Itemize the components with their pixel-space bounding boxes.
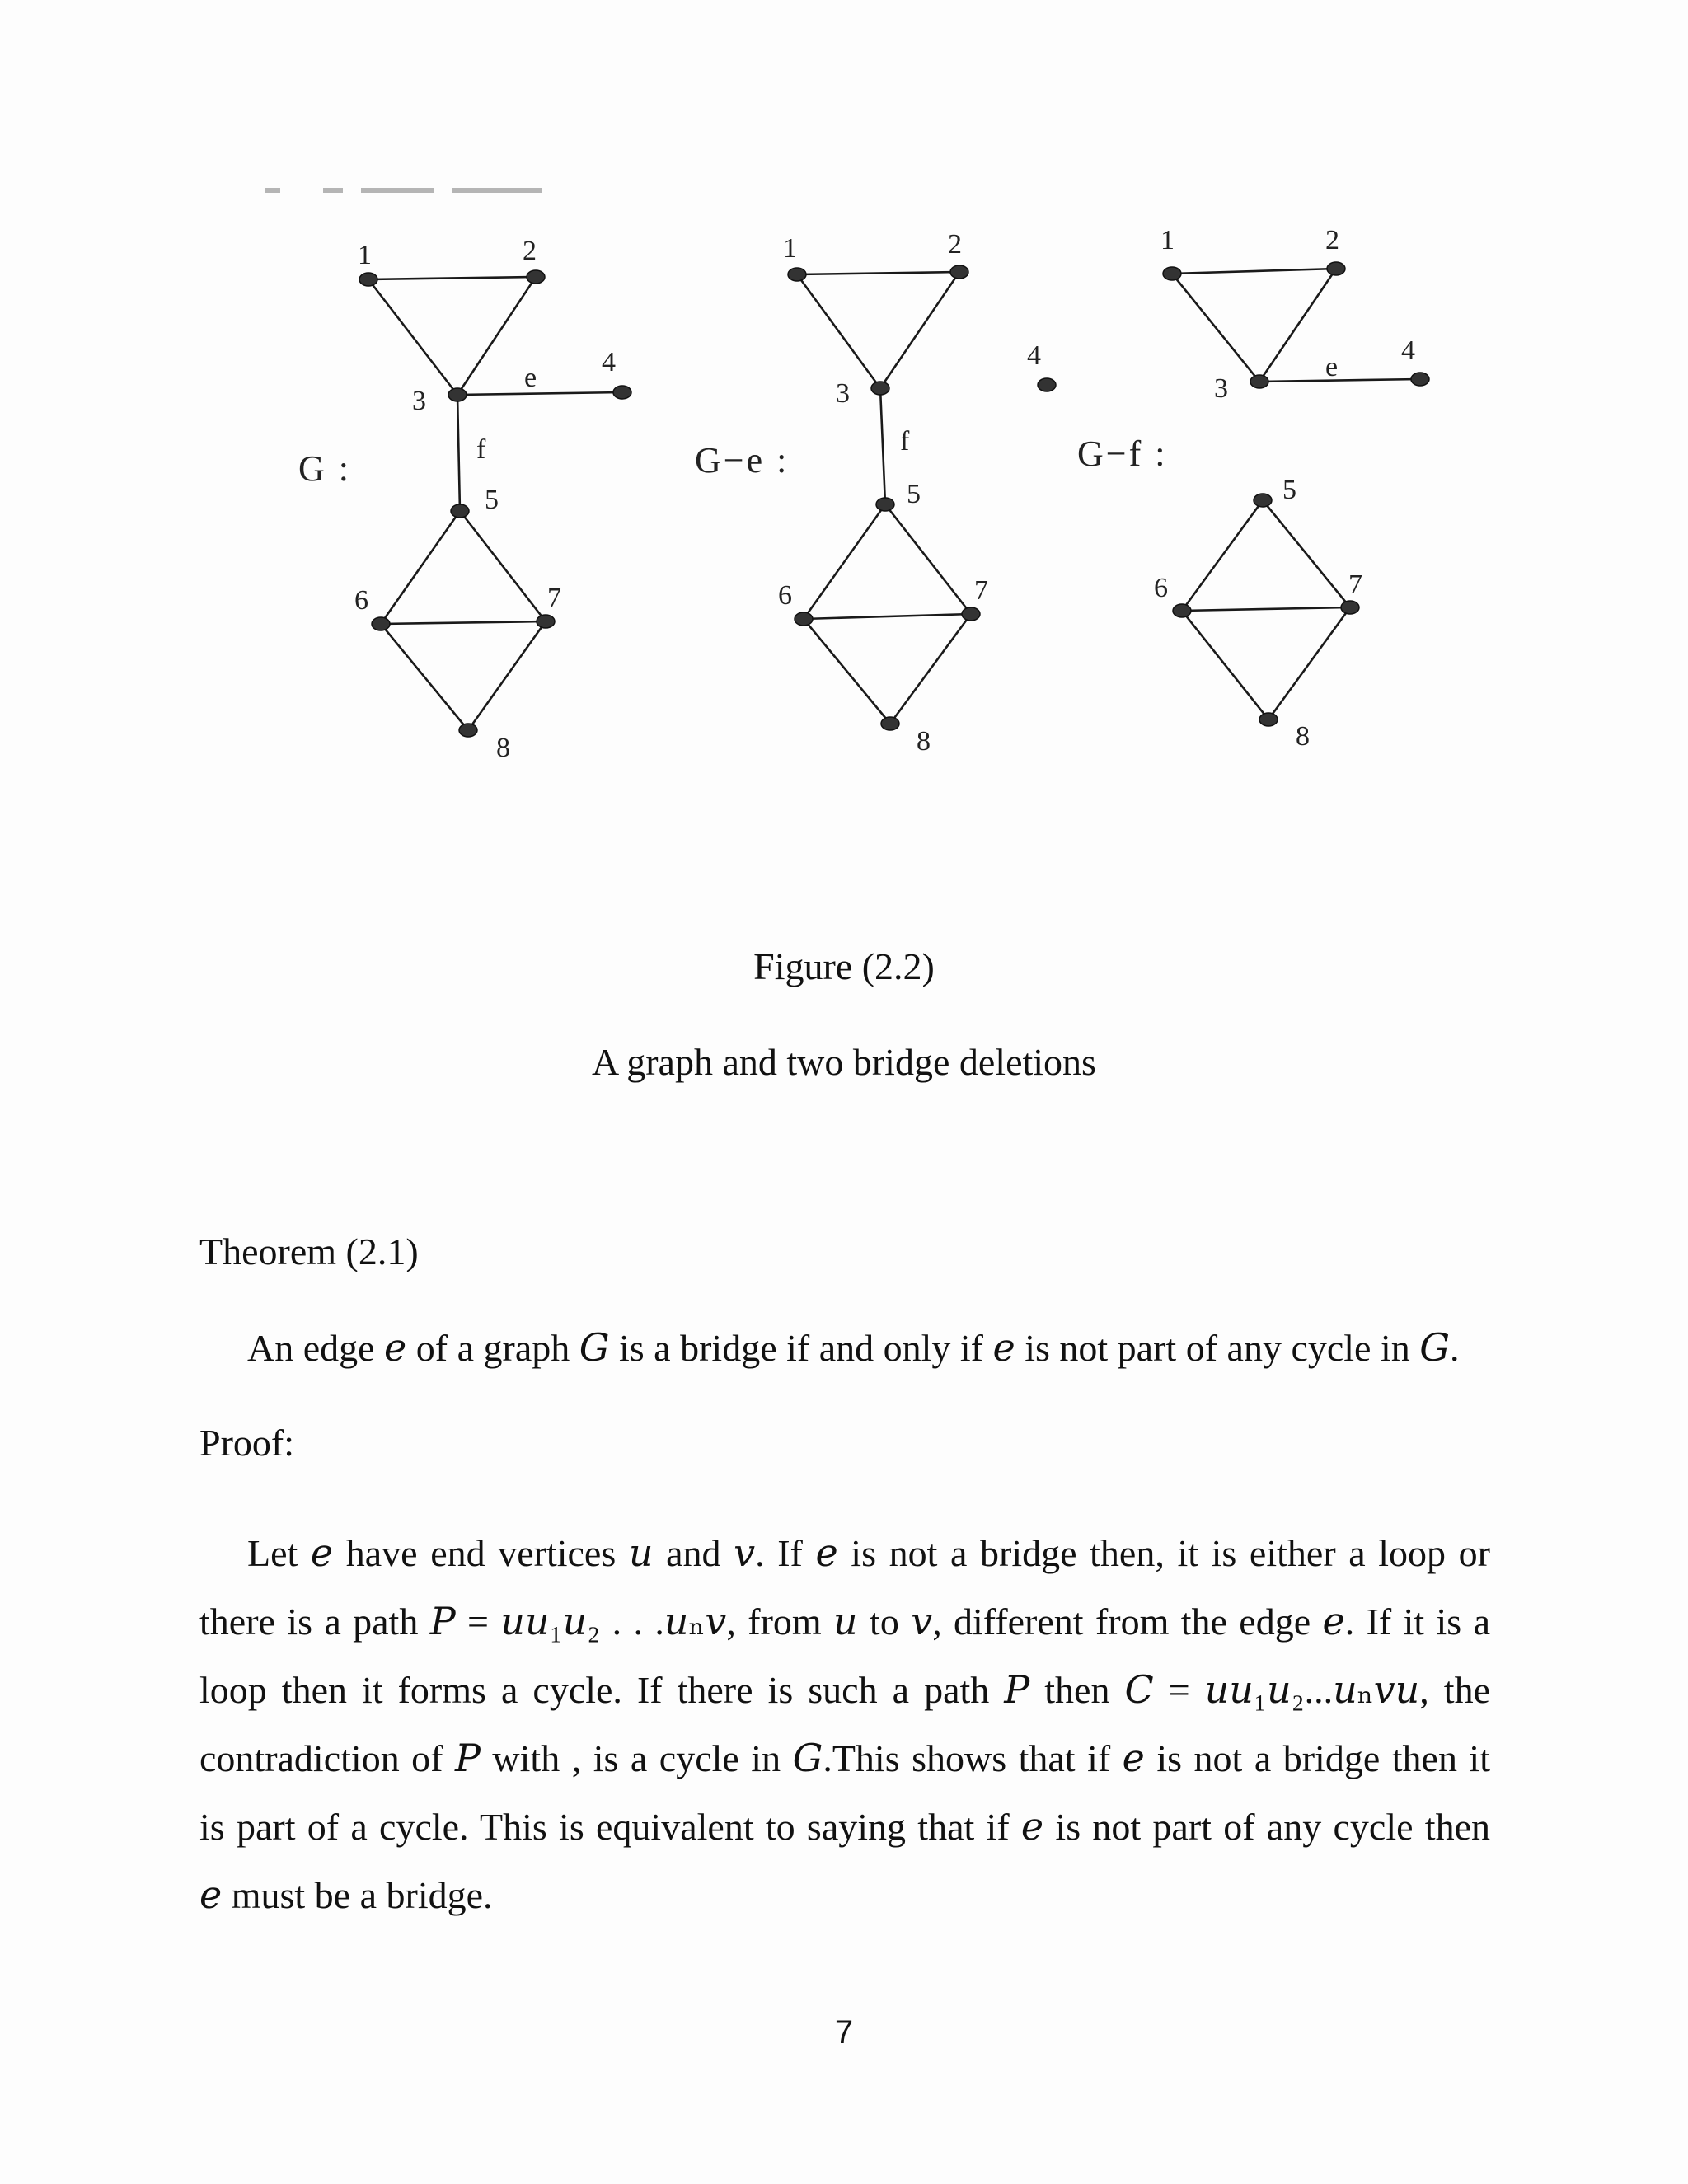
proof-line: loop then it forms a cycle. If there is such a path 𝑃 then 𝐶 = 𝑢𝑢₁𝑢₂...𝑢ₙ𝑣𝑢, the [199, 1669, 1490, 1711]
edge-7-8 [468, 621, 546, 730]
graph-label: G : [298, 448, 351, 489]
vertex [527, 270, 545, 284]
proof-line: is part of a cycle. This is equivalent to saying that if 𝑒 is not part of any cycle then [199, 1806, 1490, 1848]
vertex-label: 7 [547, 583, 561, 613]
vertex [459, 724, 477, 737]
vertex [359, 273, 377, 286]
edge-3-4 [1259, 379, 1420, 382]
edge-6-8 [804, 619, 890, 724]
proof-line: there is a path 𝑃 = 𝑢𝑢₁𝑢₂ . . .𝑢ₙ𝑣, from 𝑢 to 𝑣, different from the edge 𝑒. If it is a [199, 1601, 1490, 1643]
edge-6-8 [381, 624, 468, 730]
proof-body [199, 1519, 1490, 1929]
edge-label: e [1325, 352, 1339, 382]
figure-graphs [0, 0, 1688, 841]
vertex-label: 3 [412, 386, 426, 416]
edge-1-2 [797, 272, 959, 274]
edge-3-5 [457, 395, 460, 511]
edge-5-7 [460, 511, 546, 621]
vertex-label: 2 [948, 229, 962, 260]
vertex-label: 1 [1160, 225, 1175, 255]
edge-2-3 [880, 272, 959, 388]
edge-7-8 [890, 614, 971, 724]
edge-5-7 [1263, 500, 1350, 607]
edge-5-6 [804, 504, 885, 619]
vertex [1038, 378, 1056, 391]
page-number: 7 [834, 2014, 854, 2050]
vertex [1254, 494, 1272, 507]
vertex [1341, 601, 1359, 614]
edge-label: f [900, 426, 910, 457]
graph-label: G−e : [695, 440, 790, 480]
graph-label: G−f : [1077, 434, 1168, 474]
vertex [876, 498, 894, 511]
theorem-statement: An edge 𝑒 of a graph 𝐺 is a bridge if and only if 𝑒 is not part of any cycle in 𝐺. [247, 1327, 1460, 1369]
vertex-label: 8 [496, 733, 510, 763]
edge-6-7 [381, 621, 546, 624]
edge-5-6 [381, 511, 460, 624]
edge-1-3 [797, 274, 880, 388]
proof-line: Let 𝑒 have end vertices 𝑢 and 𝑣. If 𝑒 is not a bridge then, it is either a loop or [247, 1532, 1490, 1574]
vertex [1327, 262, 1345, 275]
vertex-label: 3 [1214, 373, 1228, 404]
vertex-label: 2 [1325, 225, 1339, 255]
vertex [788, 268, 806, 281]
vertex-label: 4 [1027, 340, 1041, 371]
proof-line: 𝑒 must be a bridge. [199, 1874, 493, 1916]
vertex [613, 386, 631, 399]
vertex [871, 382, 889, 395]
edge-6-7 [1182, 607, 1350, 611]
edge-1-2 [1172, 269, 1336, 274]
vertex [1173, 604, 1191, 617]
vertex-label: 8 [1296, 721, 1310, 752]
theorem-heading: Theorem (2.1) [199, 1230, 419, 1272]
vertex [451, 504, 469, 518]
vertex-label: 7 [1348, 569, 1362, 600]
edge-1-2 [368, 277, 536, 279]
proof-line: contradiction of 𝑃 with , is a cycle in 𝐺.This shows that if 𝑒 is not a bridge then it [199, 1737, 1490, 1779]
edge-1-3 [1172, 274, 1259, 382]
vertex [795, 612, 813, 626]
graph-g [298, 236, 631, 763]
graph-g-minus-f [1077, 225, 1429, 752]
vertex [1250, 375, 1268, 388]
graph-g-minus-e [695, 229, 1056, 757]
vertex-label: 4 [1401, 335, 1415, 366]
vertex [1411, 373, 1429, 386]
edge-1-3 [368, 279, 457, 395]
vertex-label: 5 [907, 479, 921, 509]
edge-label: e [524, 363, 537, 393]
vertex [1163, 267, 1181, 280]
edge-3-4 [457, 392, 622, 395]
edge-6-8 [1182, 611, 1268, 719]
proof-heading: Proof: [199, 1422, 294, 1464]
edge-6-7 [804, 614, 971, 619]
vertex-label: 6 [778, 580, 792, 611]
vertex-label: 4 [602, 347, 616, 377]
vertex-label: 5 [485, 485, 499, 515]
figure-caption: Figure (2.2) [753, 945, 935, 987]
edge-3-5 [880, 388, 885, 504]
vertex-label: 5 [1282, 475, 1296, 505]
vertex [881, 717, 899, 730]
vertex [962, 607, 980, 621]
vertex [448, 388, 467, 401]
vertex-label: 6 [1154, 573, 1168, 603]
edge-5-6 [1182, 500, 1263, 611]
vertex [372, 617, 390, 630]
vertex-label: 6 [354, 585, 368, 616]
vertex-label: 8 [917, 726, 931, 757]
vertex-label: 7 [974, 575, 988, 606]
edge-5-7 [885, 504, 971, 614]
edge-7-8 [1268, 607, 1350, 719]
figure-subtitle: A graph and two bridge deletions [592, 1041, 1096, 1083]
vertex-label: 3 [836, 378, 850, 409]
vertex-label: 2 [523, 236, 537, 266]
edge-label: f [476, 434, 486, 465]
vertex [950, 265, 968, 279]
vertex-label: 1 [783, 233, 797, 264]
vertex-label: 1 [358, 240, 372, 270]
vertex [537, 615, 555, 628]
vertex [1259, 713, 1278, 726]
